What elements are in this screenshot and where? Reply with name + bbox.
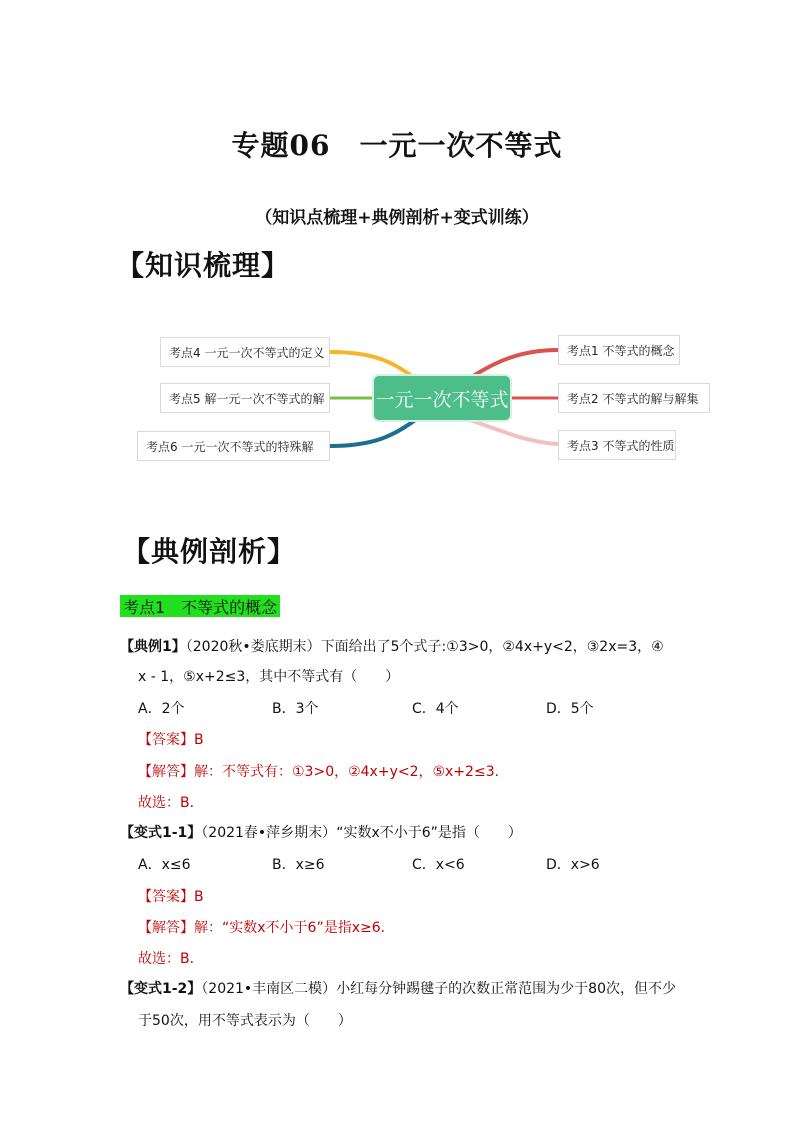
- mindmap-node-kaodian3: 考点3 不等式的性质: [558, 430, 676, 460]
- example1-tag: 【典例1】: [120, 639, 186, 655]
- example1-choice-a: A．2个: [138, 701, 185, 717]
- mindmap-node-kaodian2: 考点2 不等式的解与解集: [558, 383, 710, 413]
- variant1-2-source: （2021•丰南区二模）: [201, 981, 337, 997]
- variant1-1-stem: “实数x不小于6”是指（ ）: [336, 825, 522, 841]
- variant1-1-analysis: [138, 917, 395, 937]
- branch-4-connector: [330, 352, 415, 378]
- section-knowledge-heading: 【知识梳理】: [116, 249, 291, 282]
- page-title: 专题06 一元一次不等式: [231, 129, 563, 162]
- variant1-1-choice-c: C．x<6: [412, 857, 465, 873]
- branch-6-connector: [330, 418, 418, 446]
- variant1-1-line1: [120, 822, 522, 842]
- example1-choice-d: D．5个: [546, 701, 594, 717]
- variant1-1-source: （2021春•萍乡期末）: [201, 825, 337, 841]
- variant1-2-stem-a: 小红每分钟踢毽子的次数正常范围为少于80次，但不少: [336, 981, 677, 997]
- kaodian1-heading: 考点1 不等式的概念: [120, 595, 280, 617]
- example1-stem-a: 下面给出了5个式子:①3>0，②4x+y<2，③2x=3，④: [320, 639, 664, 655]
- variant1-1-analysis-tag: 【解答】: [138, 920, 194, 936]
- example1-answer-tag: 【答案】: [138, 732, 194, 748]
- example1-source: （2020秋•娄底期末）: [185, 639, 321, 655]
- example1-analysis-text: 解：不等式有：①3>0，②4x+y<2，⑤x+2≤3．: [194, 764, 509, 780]
- example1-stem-b: x - 1，⑤x+2≤3，其中不等式有（ ）: [138, 669, 400, 685]
- example1-choice-b: B．3个: [272, 701, 319, 717]
- example1-analysis: [138, 761, 509, 781]
- variant1-2-tag: 【变式1-2】: [120, 981, 202, 997]
- example1-analysis-tag: 【解答】: [138, 764, 194, 780]
- page-subtitle: （知识点梳理+典例剖析+变式训练）: [255, 208, 539, 228]
- example1-line1: [120, 636, 664, 656]
- example1-choice-c: C．4个: [412, 701, 459, 717]
- section-examples-heading: 【典例剖析】: [122, 535, 297, 568]
- example1-answer: [138, 729, 204, 749]
- variant1-2-line1: [120, 978, 676, 998]
- variant1-1-analysis-text: 解：“实数x不小于6”是指x≥6．: [194, 920, 395, 936]
- variant1-1-choice-b: B．x≥6: [272, 857, 325, 873]
- variant1-1-answer: [138, 886, 204, 906]
- mindmap-node-kaodian6: 考点6 一元一次不等式的特殊解: [137, 431, 330, 461]
- branch-1-connector: [470, 350, 558, 378]
- variant1-1-choice-d: D．x>6: [546, 857, 600, 873]
- mindmap-node-kaodian4: 考点4 一元一次不等式的定义: [160, 337, 330, 367]
- variant1-1-answer-value: B: [194, 889, 204, 905]
- variant1-1-conclusion: 故选：B．: [138, 951, 204, 967]
- mindmap-center: 一元一次不等式: [374, 376, 510, 420]
- variant1-1-answer-tag: 【答案】: [138, 889, 194, 905]
- branch-3-connector: [470, 420, 558, 444]
- variant1-1-tag: 【变式1-1】: [120, 825, 202, 841]
- variant1-1-choice-a: A．x≤6: [138, 857, 191, 873]
- example1-conclusion: 故选：B．: [138, 795, 204, 811]
- mindmap-node-kaodian5: 考点5 解一元一次不等式的解: [160, 383, 330, 413]
- variant1-2-stem-b: 于50次，用不等式表示为（ ）: [138, 1013, 352, 1029]
- example1-answer-value: B: [194, 732, 204, 748]
- mindmap-node-kaodian1: 考点1 不等式的概念: [558, 335, 680, 365]
